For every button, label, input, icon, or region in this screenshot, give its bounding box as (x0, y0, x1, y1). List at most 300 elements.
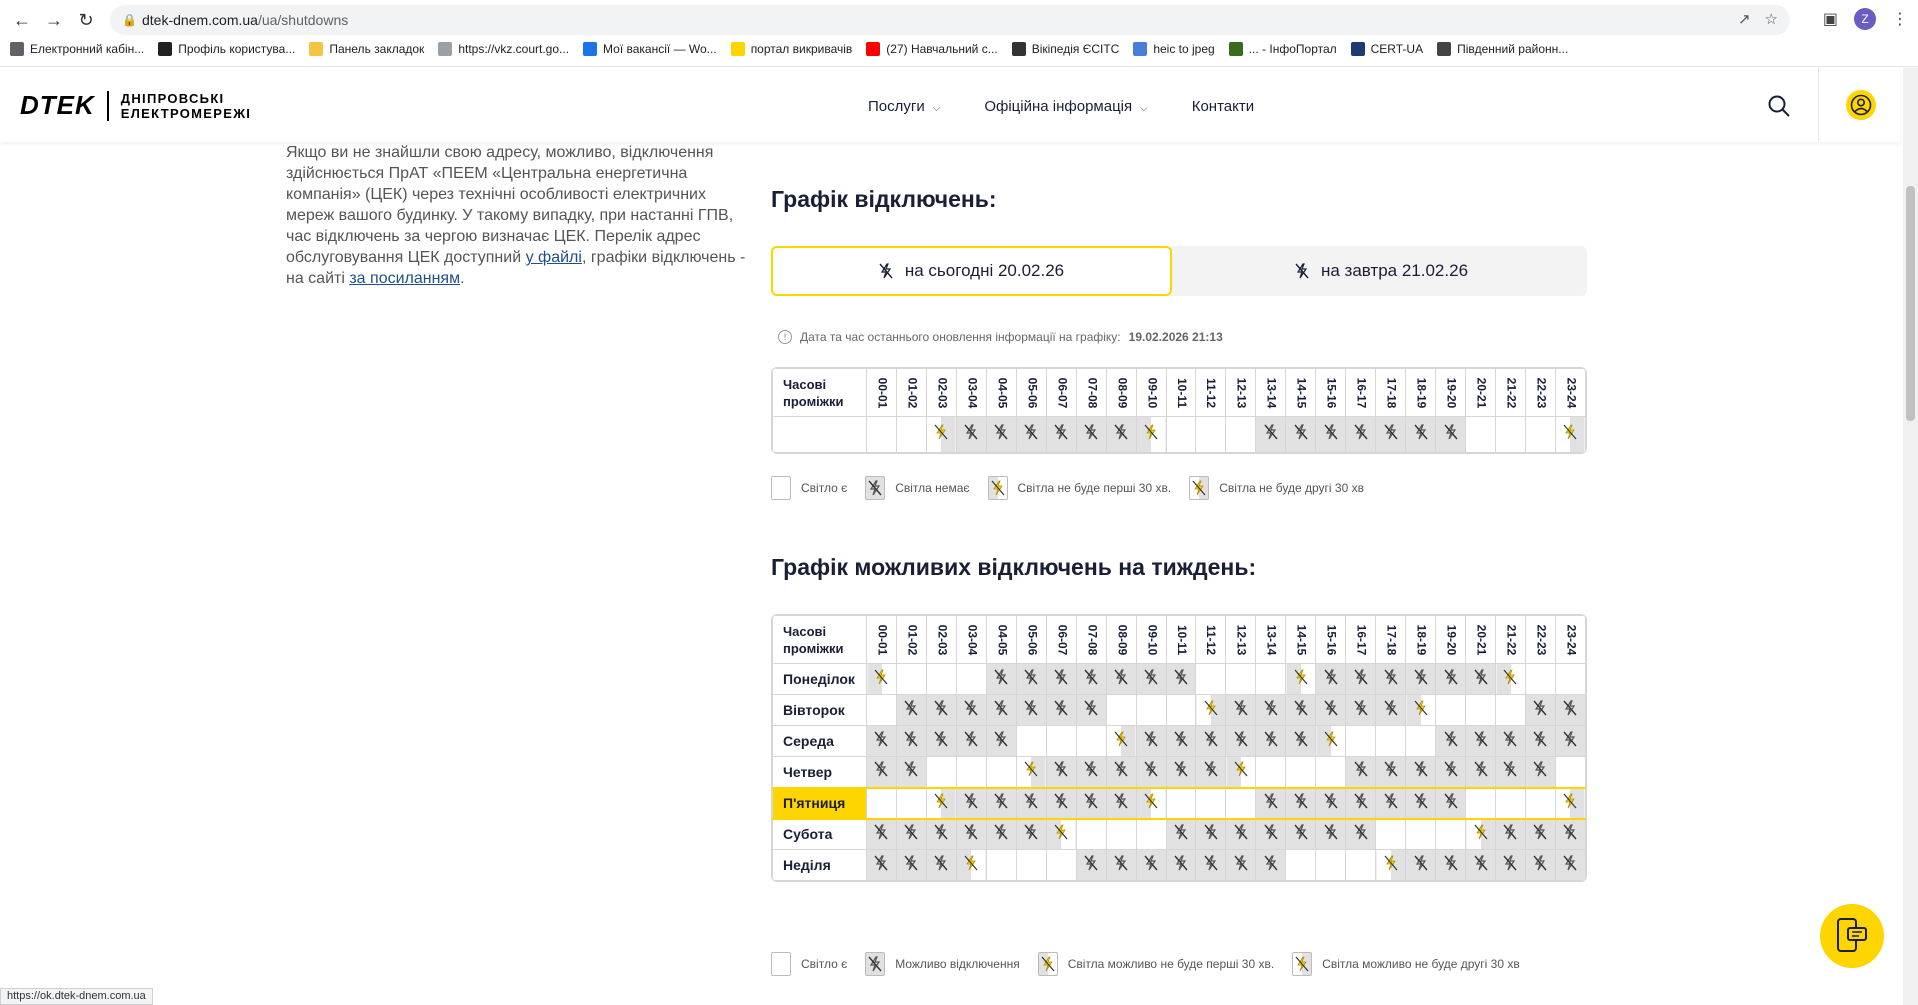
schedule-cell (1166, 726, 1196, 757)
schedule-cell (1496, 695, 1526, 726)
outage-second-half-icon (1474, 824, 1488, 840)
possible-outage-icon (1054, 793, 1068, 809)
no-power-icon (1084, 424, 1098, 440)
schedule-cell (1436, 757, 1466, 788)
bookmarks-bar (10, 42, 1568, 56)
schedule-cell (1256, 417, 1286, 453)
day-label: Субота (773, 819, 867, 850)
possible-outage-icon (1324, 700, 1338, 716)
hour-header: 09-10 (1136, 369, 1166, 417)
possible-outage-icon (1354, 824, 1368, 840)
schedule-cell (1466, 850, 1496, 881)
possible-outage-icon (1444, 793, 1458, 809)
schedule-cell (1256, 850, 1286, 881)
possible-outage-icon (1114, 761, 1128, 777)
schedule-cell (1376, 757, 1406, 788)
schedule-cell (1466, 726, 1496, 757)
possible-outage-icon (1563, 731, 1577, 747)
time-slots-header: Часові проміжки (773, 616, 867, 664)
bookmark-item[interactable] (583, 42, 717, 56)
hour-header: 19-20 (1436, 369, 1466, 417)
schedule-cell (1106, 757, 1136, 788)
chat-bot-button[interactable] (1820, 904, 1884, 968)
possible-outage-icon (1024, 793, 1038, 809)
site-header (0, 68, 1900, 142)
hour-header: 03-04 (956, 369, 986, 417)
schedule-cell (926, 850, 956, 881)
hour-header: 01-02 (896, 616, 926, 664)
schedule-cell (1406, 664, 1436, 695)
hour-header: 04-05 (986, 616, 1016, 664)
hour-header: 20-21 (1466, 616, 1496, 664)
hour-header: 11-12 (1196, 369, 1226, 417)
schedule-cell (1525, 695, 1555, 726)
possible-outage-icon (1204, 824, 1218, 840)
table-row (773, 788, 1586, 819)
schedule-cell (1316, 850, 1346, 881)
bookmark-favicon-icon (10, 42, 24, 56)
file-link[interactable]: у файлі (525, 249, 582, 266)
schedule-cell (867, 695, 897, 726)
bookmark-item[interactable] (10, 42, 144, 56)
schedule-cell (1346, 695, 1376, 726)
forward-icon[interactable]: → (45, 9, 63, 30)
bookmark-label: CERT-UA (1370, 42, 1424, 56)
possible-outage-icon (1294, 700, 1308, 716)
hour-header: 00-01 (867, 369, 897, 417)
schedule-cell (1016, 695, 1046, 726)
possible-outage-icon (1084, 855, 1098, 871)
schedule-cell (1166, 819, 1196, 850)
schedule-cell (956, 726, 986, 757)
address-bar[interactable] (110, 5, 1790, 35)
schedule-cell (1346, 819, 1376, 850)
profile-avatar[interactable]: Z (1854, 8, 1876, 30)
page-scrollbar[interactable] (1903, 68, 1918, 1005)
schedule-cell (1436, 417, 1466, 453)
possible-outage-icon (1414, 793, 1428, 809)
main-menu (868, 98, 1254, 115)
bookmark-item[interactable] (731, 42, 853, 56)
schedule-title: Графік відключень: (771, 186, 997, 212)
possible-outage-icon (868, 956, 882, 972)
hour-header: 05-06 (1016, 369, 1046, 417)
daily-legend (771, 476, 1382, 500)
possible-outage-icon (1264, 793, 1278, 809)
logo-line2: ЕЛЕКТРОМЕРЕЖІ (120, 105, 252, 121)
bookmark-item[interactable] (158, 42, 295, 56)
schedule-cell (1136, 726, 1166, 757)
possible-outage-icon (934, 700, 948, 716)
day-label: Вівторок (773, 695, 867, 726)
possible-outage-icon (1533, 700, 1547, 716)
share-icon[interactable]: ↗ (1737, 11, 1751, 28)
schedule-cell (1226, 850, 1256, 881)
menu-item[interactable]: Контакти (1191, 98, 1255, 115)
schedule-cell (1286, 726, 1316, 757)
schedule-cell (1256, 757, 1286, 788)
possible-outage-icon (1474, 731, 1488, 747)
schedule-cell (1376, 788, 1406, 819)
kebab-menu-icon[interactable]: ⋮ (1892, 11, 1908, 28)
legend-swatch (988, 476, 1008, 500)
schedule-cell (986, 788, 1016, 819)
possible-outage-icon (1384, 761, 1398, 777)
outage-first-half-icon (964, 855, 978, 871)
bookmark-favicon-icon (583, 42, 597, 56)
schedule-cell (1046, 819, 1076, 850)
schedule-cell (1196, 695, 1226, 726)
possible-outage-icon (874, 855, 888, 871)
schedule-cell (1256, 695, 1286, 726)
schedule-cell (1076, 695, 1106, 726)
schedule-cell (896, 850, 926, 881)
schedule-cell (926, 664, 956, 695)
side-panel-icon[interactable]: ▣ (1822, 11, 1838, 28)
possible-outage-icon (1174, 669, 1188, 685)
possible-outage-icon (1144, 669, 1158, 685)
no-power-icon (1264, 424, 1278, 440)
schedule-cell (1196, 726, 1226, 757)
schedule-cell (1226, 726, 1256, 757)
schedule-cell (1016, 417, 1046, 453)
schedule-cell (956, 819, 986, 850)
hour-header: 02-03 (926, 616, 956, 664)
hour-header: 23-24 (1555, 369, 1585, 417)
schedule-cell (1466, 788, 1496, 819)
possible-outage-icon (934, 731, 948, 747)
table-row (773, 695, 1586, 726)
schedule-cell (1016, 850, 1046, 881)
bookmark-favicon-icon (1351, 42, 1365, 56)
phone-chat-icon (1834, 916, 1870, 956)
legend-swatch (1189, 476, 1209, 500)
schedule-cell (1346, 788, 1376, 819)
schedule-cell (1496, 726, 1526, 757)
hour-header: 05-06 (1016, 616, 1046, 664)
schedule-cell (896, 695, 926, 726)
schedule-cell (1196, 850, 1226, 881)
legend-item: Світло є (771, 476, 847, 500)
bookmark-item[interactable] (1133, 42, 1214, 56)
legend-swatch (771, 476, 791, 500)
possible-outage-icon (934, 824, 948, 840)
possible-outage-icon (994, 700, 1008, 716)
schedule-cell (926, 695, 956, 726)
schedule-cell (867, 757, 897, 788)
schedule-cell (1555, 695, 1585, 726)
schedule-cell (926, 819, 956, 850)
no-power-icon (868, 480, 882, 496)
time-slots-header: Часові проміжки (773, 369, 867, 417)
possible-outage-icon (1144, 731, 1158, 747)
schedule-cell (1106, 819, 1136, 850)
reload-icon[interactable]: ↻ (78, 9, 94, 30)
tab-today[interactable]: на сьогодні 20.02.26 (771, 246, 1172, 296)
possible-outage-icon (994, 824, 1008, 840)
possible-outage-icon (1384, 669, 1398, 685)
status-url: https://ok.dtek-dnem.com.ua (0, 988, 153, 1005)
possible-outage-icon (1503, 731, 1517, 747)
bookmark-label: Південний районн... (1457, 42, 1569, 56)
schedule-cell (1525, 850, 1555, 881)
possible-outage-icon (1024, 700, 1038, 716)
hour-header: 16-17 (1346, 616, 1376, 664)
schedule-cell (1346, 664, 1376, 695)
possible-outage-icon (1533, 731, 1547, 747)
schedule-cell (986, 850, 1016, 881)
schedule-cell (1496, 757, 1526, 788)
hour-header: 10-11 (1166, 369, 1196, 417)
schedule-cell (1166, 417, 1196, 453)
bookmark-favicon-icon (731, 42, 745, 56)
schedule-cell (986, 695, 1016, 726)
hour-header: 18-19 (1406, 369, 1436, 417)
schedule-cell (1406, 850, 1436, 881)
outage-first-half-icon (1503, 669, 1517, 685)
schedule-cell (926, 788, 956, 819)
bookmark-item[interactable] (1351, 42, 1423, 56)
bookmark-item[interactable] (866, 42, 997, 56)
outage-first-half-icon (1294, 669, 1308, 685)
hour-header: 12-13 (1226, 616, 1256, 664)
bookmark-item[interactable] (1437, 42, 1568, 56)
possible-outage-icon (1324, 824, 1338, 840)
outage-first-half-icon (991, 480, 1005, 496)
bookmark-item[interactable] (1229, 42, 1337, 56)
possible-outage-icon (1474, 855, 1488, 871)
schedule-cell (1106, 664, 1136, 695)
possible-outage-icon (1563, 824, 1577, 840)
schedule-cell (1046, 664, 1076, 695)
schedule-cell (926, 726, 956, 757)
schedule-cell (1406, 788, 1436, 819)
hour-header: 11-12 (1196, 616, 1226, 664)
possible-outage-icon (1563, 855, 1577, 871)
no-power-icon (1295, 263, 1309, 279)
schedule-cell (1226, 757, 1256, 788)
schedule-cell (1196, 819, 1226, 850)
schedule-cell (1196, 757, 1226, 788)
schedule-cell (1046, 695, 1076, 726)
schedule-cell (1136, 417, 1166, 453)
bookmark-label: https://vkz.court.go... (458, 42, 570, 56)
outage-second-half-icon (934, 424, 948, 440)
hour-header: 09-10 (1136, 616, 1166, 664)
schedule-cell (1406, 417, 1436, 453)
legend-item: Світла не буде другі 30 хв (1189, 476, 1364, 500)
legend-item: Світла можливо не буде перші 30 хв. (1038, 952, 1274, 976)
possible-outage-icon (1084, 700, 1098, 716)
bookmark-label: Мої вакансії — Wo... (603, 42, 717, 56)
possible-outage-icon (1533, 855, 1547, 871)
hour-header: 15-16 (1316, 369, 1346, 417)
bookmark-favicon-icon (1133, 42, 1147, 56)
schedule-cell (896, 664, 926, 695)
possible-outage-icon (904, 824, 918, 840)
schedule-cell (1316, 819, 1346, 850)
possible-outage-icon (1294, 731, 1308, 747)
schedule-cell (926, 757, 956, 788)
day-label: Неділя (773, 850, 867, 881)
schedule-cell (1555, 788, 1585, 819)
schedule-cell (956, 757, 986, 788)
bookmark-item[interactable] (438, 42, 569, 56)
possible-outage-icon (1114, 669, 1128, 685)
bookmark-label: heic to jpeg (1153, 42, 1215, 56)
outage-second-half-icon (1563, 424, 1577, 440)
possible-outage-icon (1054, 761, 1068, 777)
table-row (773, 757, 1586, 788)
schedule-cell (1406, 757, 1436, 788)
schedule-cell (1525, 726, 1555, 757)
day-label: Середа (773, 726, 867, 757)
hour-header: 12-13 (1226, 369, 1256, 417)
schedule-cell (867, 819, 897, 850)
schedule-cell (1286, 757, 1316, 788)
table-row (773, 726, 1586, 757)
no-power-icon (1384, 424, 1398, 440)
hour-header: 19-20 (1436, 616, 1466, 664)
schedule-cell (1555, 757, 1585, 788)
hour-header: 13-14 (1256, 616, 1286, 664)
scroll-thumb[interactable] (1906, 186, 1915, 421)
possible-outage-icon (1144, 855, 1158, 871)
legend-item: Світла не буде перші 30 хв. (988, 476, 1172, 500)
bookmark-label: Вікіпедія ЄСІТС (1031, 42, 1120, 56)
schedule-cell (867, 788, 897, 819)
schedule-cell (1496, 664, 1526, 695)
possible-outage-icon (1024, 669, 1038, 685)
schedule-cell (1046, 757, 1076, 788)
back-icon[interactable]: ← (13, 9, 31, 30)
schedule-cell (1076, 788, 1106, 819)
legend-swatch (865, 952, 885, 976)
outage-second-half-icon (1192, 480, 1206, 496)
possible-outage-icon (1264, 855, 1278, 871)
bookmark-item[interactable] (309, 42, 424, 56)
possible-outage-icon (964, 793, 978, 809)
schedule-cell (1316, 726, 1346, 757)
daily-schedule-table (771, 367, 1587, 454)
possible-outage-icon (1384, 700, 1398, 716)
schedule-cell (1106, 417, 1136, 453)
schedule-cell (1376, 664, 1406, 695)
hour-header: 20-21 (1466, 369, 1496, 417)
weekly-title: Графік можливих відключень на тиждень: (771, 554, 1257, 580)
schedule-cell (1376, 819, 1406, 850)
schedule-cell (1466, 695, 1496, 726)
possible-outage-icon (964, 731, 978, 747)
possible-outage-icon (1084, 669, 1098, 685)
menu-item[interactable]: Офіційна інформація ⌵ (984, 98, 1148, 115)
schedule-cell (1525, 757, 1555, 788)
hour-header: 18-19 (1406, 616, 1436, 664)
schedule-cell (896, 726, 926, 757)
bookmark-label: Електронний кабін... (30, 42, 145, 56)
hour-header: 07-08 (1076, 369, 1106, 417)
schedule-cell (1316, 695, 1346, 726)
possible-outage-icon (1324, 793, 1338, 809)
schedule-cell (986, 664, 1016, 695)
schedule-cell (1406, 819, 1436, 850)
possible-outage-icon (1024, 824, 1038, 840)
possible-outage-icon (1114, 793, 1128, 809)
schedule-cell (1436, 850, 1466, 881)
schedule-cell (1016, 819, 1046, 850)
table-row (773, 850, 1586, 881)
schedule-cell (1046, 788, 1076, 819)
hour-header: 14-15 (1286, 369, 1316, 417)
schedule-cell (1555, 726, 1585, 757)
schedule-cell (1076, 726, 1106, 757)
legend-item: Світла немає (865, 476, 969, 500)
hour-header: 07-08 (1076, 616, 1106, 664)
site-link[interactable]: за посиланням (349, 270, 461, 287)
hour-header: 03-04 (956, 616, 986, 664)
bookmark-favicon-icon (866, 42, 880, 56)
legend-item: Світло є (771, 952, 847, 976)
possible-outage-icon (1414, 761, 1428, 777)
schedule-cell (1166, 788, 1196, 819)
bookmark-item[interactable] (1012, 42, 1120, 56)
hour-header: 22-23 (1525, 616, 1555, 664)
star-icon[interactable]: ☆ (1764, 11, 1778, 28)
browser-chrome (0, 0, 1918, 67)
schedule-cell (1226, 819, 1256, 850)
schedule-cell (1016, 726, 1046, 757)
possible-outage-icon (994, 793, 1008, 809)
schedule-cell (956, 788, 986, 819)
possible-outage-icon (904, 761, 918, 777)
outage-first-half-icon (874, 669, 888, 685)
legend-swatch (865, 476, 885, 500)
table-row (773, 664, 1586, 695)
outage-second-half-icon (934, 793, 948, 809)
day-label: П'ятниця (773, 788, 867, 819)
outage-first-half-icon (1144, 424, 1158, 440)
schedule-cell (1136, 695, 1166, 726)
schedule-cell (926, 417, 956, 453)
schedule-cell (867, 417, 897, 453)
schedule-cell (1286, 788, 1316, 819)
hour-header: 14-15 (1286, 616, 1316, 664)
schedule-cell (1106, 726, 1136, 757)
schedule-cell (1136, 850, 1166, 881)
hour-header: 01-02 (896, 369, 926, 417)
logo[interactable] (20, 90, 251, 121)
menu-item[interactable]: Послуги ⌵ (868, 98, 941, 115)
bookmark-favicon-icon (1437, 42, 1451, 56)
possible-outage-icon (1204, 761, 1218, 777)
possible-outage-icon (1503, 824, 1517, 840)
schedule-cell (1226, 417, 1256, 453)
user-icon[interactable] (1846, 90, 1876, 120)
schedule-cell (1196, 788, 1226, 819)
possible-outage-icon (1264, 731, 1278, 747)
schedule-cell (1136, 664, 1166, 695)
weekly-schedule-table (771, 614, 1587, 882)
outage-first-half-icon (1054, 824, 1068, 840)
schedule-cell (986, 757, 1016, 788)
schedule-cell (1046, 850, 1076, 881)
search-icon[interactable] (1767, 94, 1791, 118)
possible-outage-icon (964, 700, 978, 716)
schedule-cell (1316, 664, 1346, 695)
schedule-cell (1256, 664, 1286, 695)
possible-outage-icon (994, 731, 1008, 747)
tab-tomorrow[interactable]: на завтра 21.02.26 (1181, 246, 1582, 296)
